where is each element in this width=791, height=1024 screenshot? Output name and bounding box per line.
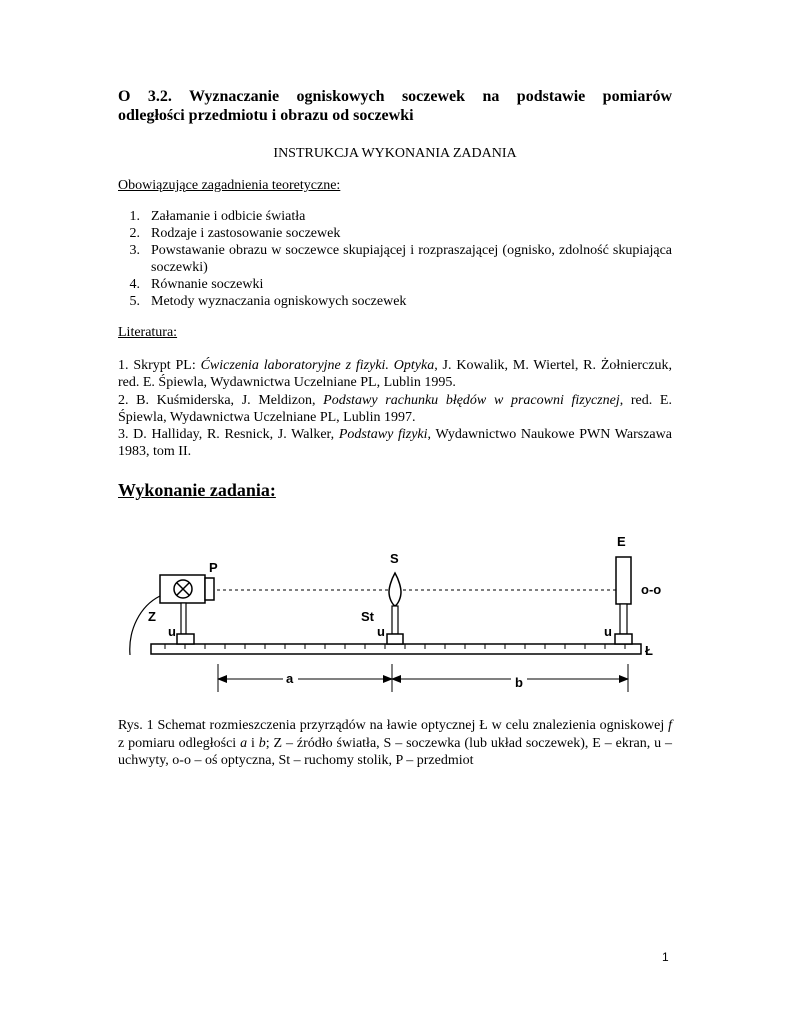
task-heading: Wykonanie zadania: [118,480,276,500]
list-item: 5. Metody wyznaczania ogniskowych soczewek [129,294,407,309]
page-title [118,87,672,125]
label-E: E [617,534,626,549]
list-item: 3. Powstawanie obrazu w soczewce skupiającej i rozpraszającej (ognisko, zdolność skupiająca soczewki) [129,243,672,275]
figure-caption: Rys. 1 Schemat rozmieszczenia przyrządów na ławie optycznej Ł w celu znalezienia ogniskowej f z pomiaru odległości a i b; Z – źródło światła, S – soczewka (lub układ soczewek), E – ekran, u – uchwyty, o-o – oś optyczna, St – ruchomy stolik, P – przedmiot [118,718,672,768]
label-a: a [286,671,294,686]
label-Z: Z [148,609,156,624]
literature-heading: Literatura: [118,325,178,340]
lens-holder [387,573,403,644]
literature-list [118,357,672,461]
label-St: St [361,609,374,624]
optical-bench [151,644,641,654]
page-number: 1 [662,950,669,964]
label-P: P [209,560,218,575]
screen [615,557,632,644]
light-source [130,575,214,655]
list-item: 2. Rodzaje i zastosowanie soczewek [129,226,341,241]
literature-item: 1. Skrypt PL: Ćwiczenia laboratoryjne z fizyki. Optyka, J. Kowalik, M. Wiertel, R. Żołnierczuk, red. E. Śpiewla, Wydawnictwa Uczelniane PL, Lublin 1995. [118,358,672,391]
distance-markers [218,664,628,692]
literature-item: 3. D. Halliday, R. Resnick, J. Walker, Podstawy fizyki, Wydawnictwo Naukowe PWN Warszawa 1983, tom II. [118,427,672,460]
label-u-lens: u [377,624,385,639]
topics-heading: Obowiązujące zagadnienia teoretyczne: [118,178,341,193]
title-line-1: O 3.2. Wyznaczanie ogniskowych soczewek na podstawie pomiarów [118,88,672,105]
label-L: Ł [645,643,653,658]
list-item: 1. Załamanie i odbicie światła [129,209,306,224]
label-u-screen: u [604,624,612,639]
literature-item: 2. B. Kuśmiderska, J. Meldizon, Podstawy rachunku błędów w pracowni fizycznej, red. E. Śpiewla, Wydawnictwa Uczelniane PL, Lublin 1997. [118,392,672,425]
title-line-2: odległości przedmiotu i obrazu od soczewki [118,107,414,124]
topics-list [118,208,672,310]
label-optical-axis: o-o [641,582,662,597]
label-b: b [515,675,523,690]
subtitle: INSTRUKCJA WYKONANIA ZADANIA [273,146,517,161]
label-u-source: u [168,624,176,639]
optical-bench-diagram [0,520,791,700]
label-S: S [390,551,399,566]
list-item: 4. Równanie soczewki [129,277,264,292]
